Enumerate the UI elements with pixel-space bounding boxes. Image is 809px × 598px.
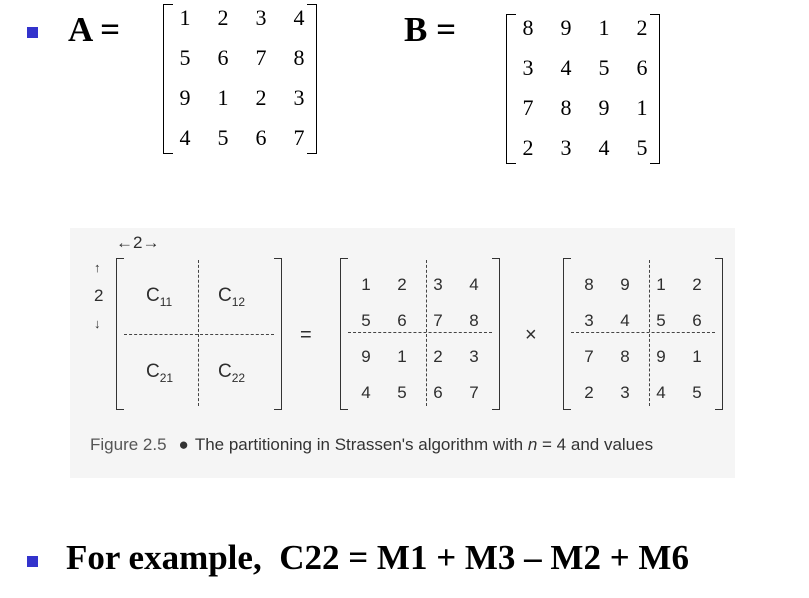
fig-matrix-a-cell: 8 bbox=[469, 311, 479, 330]
bullet-example bbox=[27, 556, 38, 567]
fig-matrix-a-cell: 2 bbox=[433, 347, 443, 366]
fig-matrix-b-cell: 1 bbox=[656, 275, 666, 294]
fig-matrix-b-cell: 2 bbox=[692, 275, 702, 294]
matrix-a-cell: 5 bbox=[179, 45, 191, 70]
figure-number: Figure 2.5 bbox=[90, 435, 167, 454]
fig-matrix-b-cell: 9 bbox=[620, 275, 630, 294]
c12-block: $C_{12}$ bbox=[218, 285, 246, 309]
matrix-a-cell: 1 bbox=[179, 5, 191, 30]
matrix-a-cell: 7 bbox=[293, 125, 305, 150]
matrix-b-cell: 5 bbox=[598, 55, 610, 80]
c11-block: $C_{11}$ bbox=[146, 285, 173, 309]
matrix-a-cell: 9 bbox=[179, 85, 191, 110]
matrix-a-cell: 1 bbox=[217, 85, 229, 110]
fig-matrix-a-cell: 5 bbox=[361, 311, 371, 330]
strassen-figure bbox=[70, 228, 735, 478]
fig-matrix-a-cell: 3 bbox=[433, 275, 443, 294]
label-a: A = bbox=[68, 10, 121, 49]
matrix-a-cell: 4 bbox=[179, 125, 191, 150]
matrix-a-cell: 2 bbox=[217, 5, 229, 30]
height-dimension: ↑ 2 ↓ bbox=[94, 260, 104, 331]
fig-matrix-b-cell: 2 bbox=[584, 383, 594, 402]
fig-matrix-a-cell: 1 bbox=[361, 275, 371, 294]
fig-matrix-b-cell: 5 bbox=[692, 383, 702, 402]
equals-sign: = bbox=[300, 324, 312, 346]
c21-block: $C_{21}$ bbox=[146, 361, 174, 385]
matrix-b-cell: 8 bbox=[522, 15, 534, 40]
matrix-b-cell: 3 bbox=[522, 55, 534, 80]
fig-matrix-a-cell: 7 bbox=[469, 383, 479, 402]
fig-matrix-b-cell: 8 bbox=[620, 347, 630, 366]
example-prefix: For example, bbox=[66, 538, 262, 577]
matrix-a-cell: 3 bbox=[293, 85, 305, 110]
matrix-b-cell: 1 bbox=[636, 95, 648, 120]
fig-matrix-b-cell: 4 bbox=[656, 383, 666, 402]
bullet-dot-icon: ● bbox=[178, 435, 189, 454]
fig-matrix-b-cell: 4 bbox=[620, 311, 630, 330]
matrix-b-cell: 9 bbox=[598, 95, 610, 120]
matrix-a-cell: 2 bbox=[255, 85, 267, 110]
fig-matrix-b-cell: 7 bbox=[584, 347, 594, 366]
matrix-a-cell: 6 bbox=[217, 45, 229, 70]
c-matrix bbox=[116, 258, 282, 408]
matrix-b-cell: 4 bbox=[560, 55, 572, 80]
fig-matrix-a-cell: 3 bbox=[469, 347, 479, 366]
matrix-b-cell: 8 bbox=[560, 95, 572, 120]
fig-matrix-b-cell: 8 bbox=[584, 275, 594, 294]
fig-matrix-a-cell: 5 bbox=[397, 383, 407, 402]
fig-matrix-b-cell: 1 bbox=[692, 347, 702, 366]
label-b: B = bbox=[404, 10, 457, 49]
fig-matrix-b-cell: 3 bbox=[620, 383, 630, 402]
fig-matrix-a-cell: 2 bbox=[397, 275, 407, 294]
fig-matrix-a-cell: 4 bbox=[361, 383, 371, 402]
matrix-a-cell: 3 bbox=[255, 5, 267, 30]
times-sign: × bbox=[525, 324, 537, 346]
fig-matrix-a-cell: 7 bbox=[433, 311, 443, 330]
matrix-b-cell: 4 bbox=[598, 135, 610, 160]
matrix-a-cell: 4 bbox=[293, 5, 305, 30]
matrix-b-cell: 5 bbox=[636, 135, 648, 160]
fig-matrix-b-cell: 9 bbox=[656, 347, 666, 366]
matrix-b-cell: 2 bbox=[636, 15, 648, 40]
fig-matrix-a-cell: 6 bbox=[433, 383, 443, 402]
matrix-a-cell: 5 bbox=[217, 125, 229, 150]
left-arrow-icon: ← bbox=[116, 233, 133, 252]
matrix-b-cell: 2 bbox=[522, 135, 534, 160]
matrix-a bbox=[163, 4, 317, 154]
matrix-b-cell: 3 bbox=[560, 135, 572, 160]
fig-matrix-a-cell: 6 bbox=[397, 311, 407, 330]
example-formula: C22 = M1 + M3 – M2 + M6 bbox=[279, 538, 689, 577]
down-arrow-icon: ↓ bbox=[94, 316, 101, 331]
matrix-b-cell: 6 bbox=[636, 55, 648, 80]
fig-matrix-a bbox=[340, 258, 500, 408]
right-arrow-icon: → bbox=[142, 233, 160, 252]
matrix-b-cell: 9 bbox=[560, 15, 572, 40]
matrix-b bbox=[506, 14, 660, 164]
matrix-a-cell: 8 bbox=[293, 45, 305, 70]
width-dimension: ←2→ bbox=[116, 233, 160, 252]
up-arrow-icon: ↑ bbox=[94, 260, 101, 275]
matrix-b-cell: 1 bbox=[598, 15, 610, 40]
fig-matrix-b-cell: 6 bbox=[692, 311, 702, 330]
matrix-b-cell: 7 bbox=[522, 95, 534, 120]
c22-block: $C_{22}$ bbox=[218, 361, 246, 385]
figure-caption: Figure 2.5 ● The partitioning in Strassen's algorithm with n = 4 and values bbox=[90, 435, 654, 454]
fig-matrix-b-cell: 3 bbox=[584, 311, 594, 330]
matrix-a-cell: 6 bbox=[255, 125, 267, 150]
fig-matrix-a-cell: 1 bbox=[397, 347, 407, 366]
fig-matrix-a-cell: 9 bbox=[361, 347, 371, 366]
bullet-a bbox=[27, 27, 38, 38]
fig-matrix-b-cell: 5 bbox=[656, 311, 666, 330]
example-text bbox=[66, 540, 689, 575]
matrix-a-cell: 7 bbox=[255, 45, 267, 70]
fig-matrix-a-cell: 4 bbox=[469, 275, 479, 294]
fig-matrix-b bbox=[563, 258, 723, 408]
